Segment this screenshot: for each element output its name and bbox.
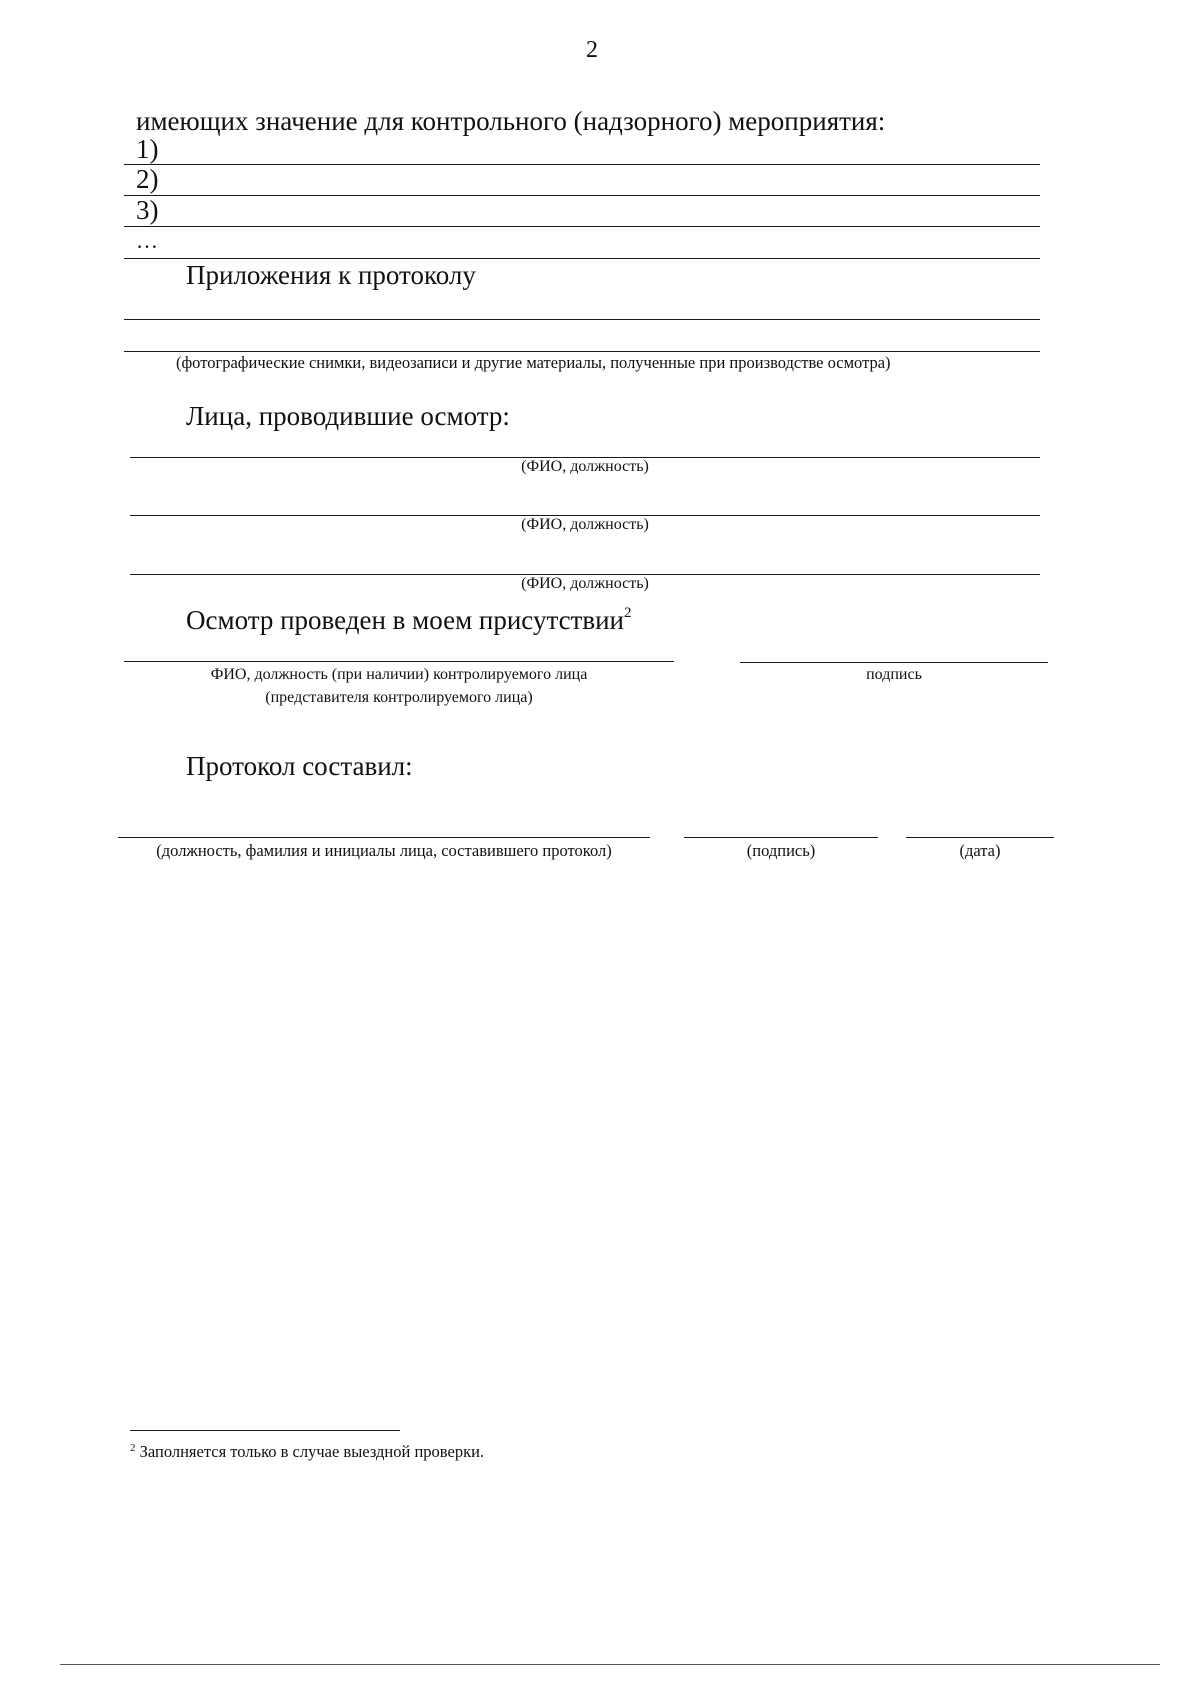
signature-caption: подпись: [866, 666, 922, 683]
attachments-line[interactable]: [124, 351, 1040, 352]
footnote-text: Заполняется только в случае выездной проверки.: [135, 1442, 485, 1461]
controlled-person-line[interactable]: [124, 661, 674, 662]
footnote-separator: [130, 1430, 400, 1431]
inspector-caption: (ФИО, должность): [521, 516, 649, 533]
presence-heading-text: Осмотр проведен в моем присутствии: [186, 605, 624, 635]
controlled-person-caption-2: (представителя контролируемого лица): [265, 689, 533, 706]
attachments-heading: Приложения к протоколу: [186, 260, 476, 290]
list-item-line[interactable]: [124, 258, 1040, 259]
inspector-caption: (ФИО, должность): [521, 458, 649, 475]
presence-heading: [186, 607, 632, 634]
inspector-caption: (ФИО, должность): [521, 575, 649, 592]
composer-heading: Протокол составил:: [186, 751, 413, 781]
controlled-person-signature-line[interactable]: [740, 662, 1048, 663]
attachments-line[interactable]: [124, 319, 1040, 320]
list-item-label: 3): [136, 195, 159, 225]
list-item-label: 2): [136, 164, 159, 194]
footnote-marker: 2: [130, 1442, 136, 1454]
composer-signature-caption: (подпись): [746, 841, 816, 860]
inspectors-heading: Лица, проводившие осмотр:: [186, 401, 510, 431]
controlled-person-caption: ФИО, должность (при наличии) контролируемого лица: [210, 666, 588, 683]
composer-date-line[interactable]: [906, 837, 1054, 838]
footnote-reference: 2: [624, 605, 632, 621]
attachments-caption: (фотографические снимки, видеозаписи и другие материалы, полученные при производстве осмотра): [176, 353, 891, 372]
list-item-label: 1): [136, 134, 159, 164]
list-item-line[interactable]: [124, 195, 1040, 196]
composer-position-line[interactable]: [118, 837, 650, 838]
list-item-line[interactable]: [124, 226, 1040, 227]
footnote: [130, 1444, 484, 1461]
composer-date-caption: (дата): [959, 841, 1001, 860]
composer-signature-line[interactable]: [684, 837, 878, 838]
list-item-line[interactable]: [124, 164, 1040, 165]
page-number: 2: [586, 37, 598, 63]
list-item-ellipsis: …: [136, 228, 158, 253]
intro-line: имеющих значение для контрольного (надзорного) мероприятия:: [136, 106, 886, 136]
composer-position-caption: (должность, фамилия и инициалы лица, составившего протокол): [156, 841, 612, 860]
page-bottom-edge: [60, 1664, 1160, 1665]
